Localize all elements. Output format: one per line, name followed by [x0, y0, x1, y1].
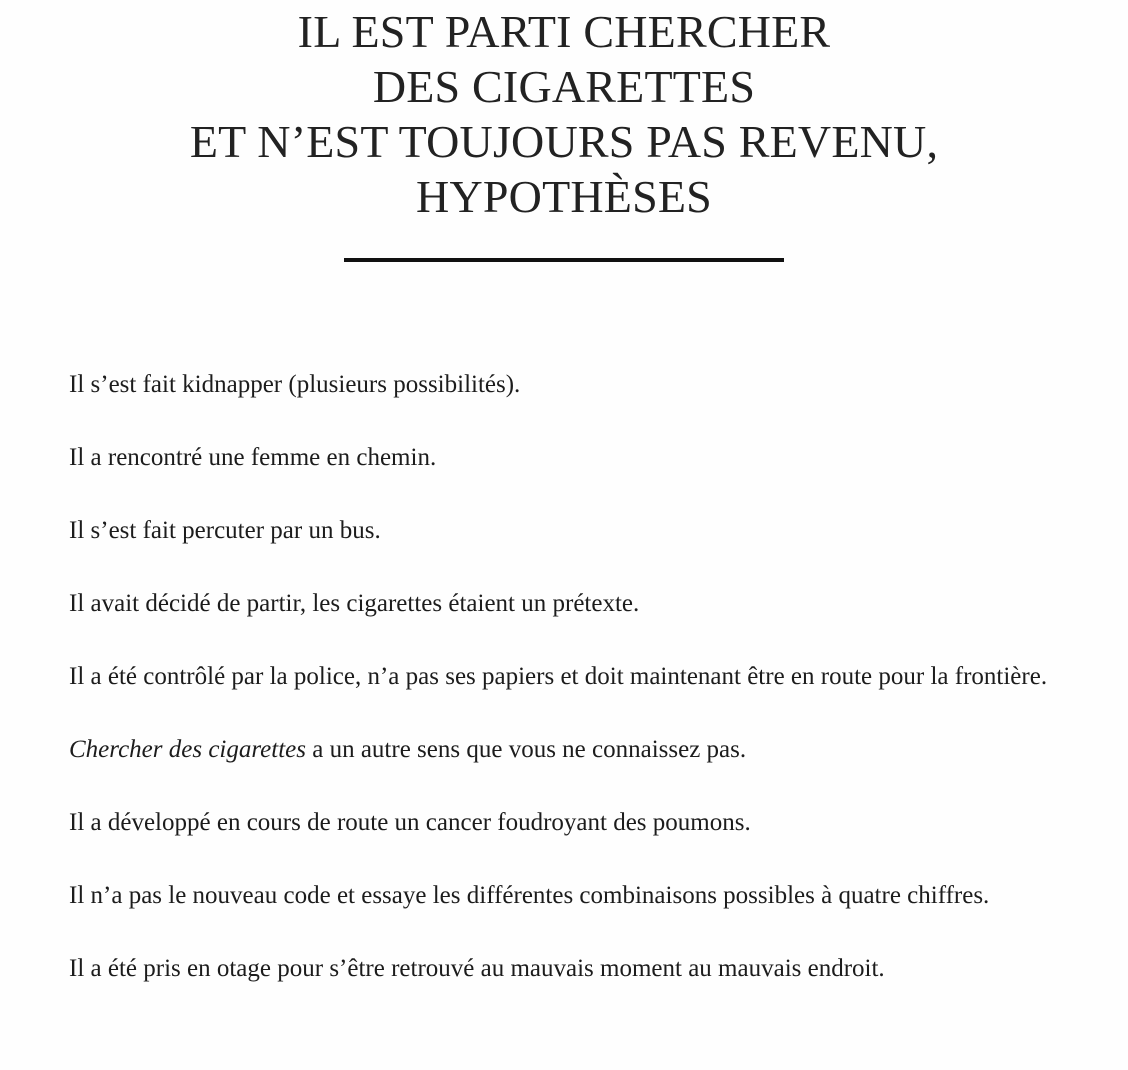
title-line: IL EST PARTI CHERCHER — [297, 6, 831, 57]
paragraph-text: Il a été contrôlé par la police, n’a pas ses papiers et doit maintenant être en route pour la frontière. — [69, 663, 1048, 690]
body-text — [14, 366, 1114, 987]
paragraph-text: Il avait décidé de partir, les cigarettes étaient un prétexte. — [69, 590, 640, 617]
paragraph — [14, 585, 1114, 622]
paragraph-text: a un autre sens que vous ne connaissez pas. — [305, 736, 747, 763]
paragraph — [14, 950, 1114, 987]
paragraph — [14, 877, 1114, 914]
paragraph-text: Il a rencontré une femme en chemin. — [69, 444, 437, 471]
paragraph — [14, 731, 1114, 768]
title-line: DES CIGARETTES — [372, 61, 756, 112]
paragraph-text: Il a développé en cours de route un cancer foudroyant des poumons. — [69, 809, 751, 836]
title-line: HYPOTHÈSES — [416, 171, 712, 222]
italic-phrase: Chercher des cigarettes — [69, 736, 306, 763]
title-line: ET N’EST TOUJOURS PAS REVENU, — [189, 116, 939, 167]
paragraph — [14, 804, 1114, 841]
paragraph-text: Il s’est fait kidnapper (plusieurs possibilités). — [69, 371, 521, 398]
paragraph — [14, 512, 1114, 549]
paragraph — [14, 439, 1114, 476]
paragraph — [14, 366, 1114, 403]
chapter-title — [14, 0, 1114, 224]
document-page — [14, 0, 1114, 1023]
title-divider — [344, 258, 784, 262]
paragraph-text: Il n’a pas le nouveau code et essaye les différentes combinaisons possibles à quatre chiffres. — [69, 882, 990, 909]
paragraph-text: Il a été pris en otage pour s’être retrouvé au mauvais moment au mauvais endroit. — [69, 955, 885, 982]
paragraph — [14, 658, 1114, 695]
paragraph-text: Il s’est fait percuter par un bus. — [69, 517, 381, 544]
